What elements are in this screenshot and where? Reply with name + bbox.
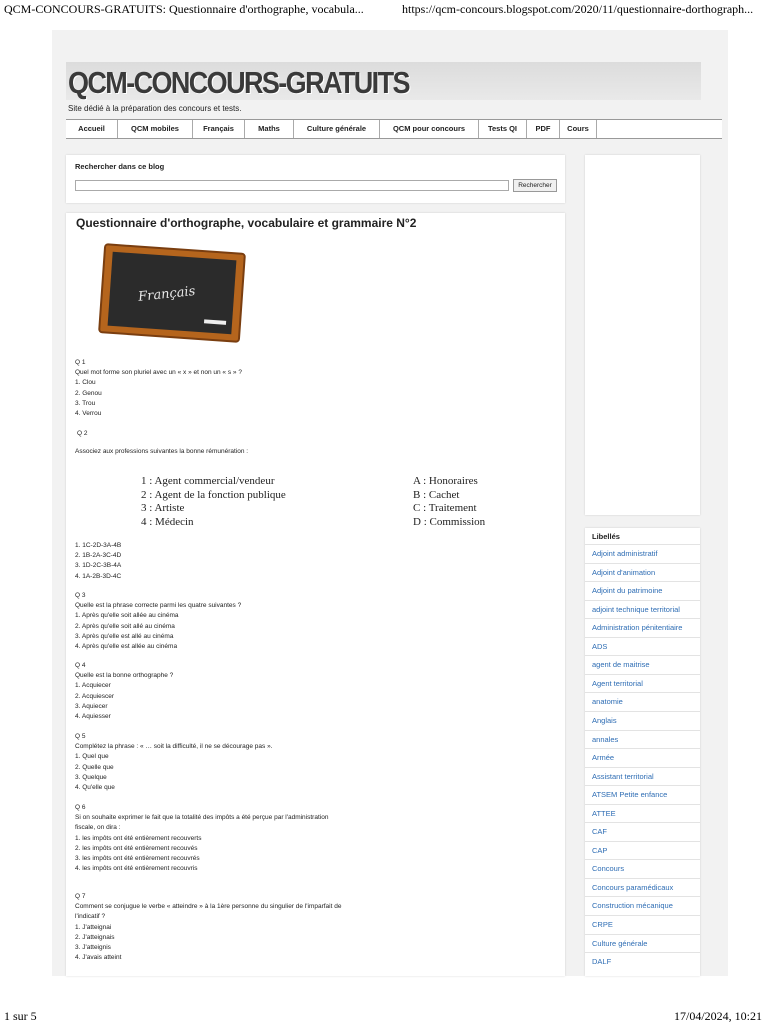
- label-link-item[interactable]: [585, 915, 700, 934]
- nav-cours[interactable]: Cours: [560, 120, 597, 138]
- label-link-item[interactable]: [585, 618, 700, 637]
- label-link[interactable]: Adjoint du patrimoine: [592, 586, 663, 596]
- post-title[interactable]: Questionnaire d'orthographe, vocabulaire et grammaire N°2: [76, 216, 417, 230]
- answer-option: 4. Qu'elle que: [75, 784, 115, 792]
- label-link-item[interactable]: [585, 785, 700, 804]
- answer-option: 4. Verrou: [75, 410, 102, 418]
- label-link-item[interactable]: [585, 878, 700, 897]
- label-link[interactable]: agent de maitrise: [592, 660, 650, 670]
- print-page-number: 1 sur 5: [4, 1009, 37, 1023]
- chalkboard-image: [96, 241, 248, 345]
- label-link[interactable]: anatomie: [592, 697, 623, 707]
- association-item: 1 : Agent commercial/vendeur: [141, 475, 275, 487]
- label-link[interactable]: Construction mécanique: [592, 901, 673, 911]
- answer-option: 1. Acquiecer: [75, 682, 111, 690]
- nav-maths[interactable]: Maths: [245, 120, 294, 138]
- label-link[interactable]: Concours: [592, 864, 625, 874]
- print-page-title: QCM-CONCOURS-GRATUITS: Questionnaire d'orthographe, vocabula...: [4, 2, 364, 16]
- answer-option: 1. les impôts ont été entièrement recouverts: [75, 834, 202, 842]
- answer-option: 3. J'atteignis: [75, 944, 111, 952]
- label-link[interactable]: Assistant territorial: [592, 771, 654, 781]
- label-link-item[interactable]: [585, 841, 700, 860]
- label-link[interactable]: ATTEE: [592, 808, 616, 818]
- label-link-item[interactable]: [585, 952, 700, 971]
- question-text: Quel mot forme son pluriel avec un « x » et non un « s » ?: [75, 369, 242, 377]
- label-link[interactable]: adjoint technique territorial: [592, 604, 680, 614]
- nav-qcm-mobiles[interactable]: QCM mobiles: [118, 120, 193, 138]
- print-datetime: 17/04/2024, 10:21: [673, 1009, 762, 1023]
- nav-accueil[interactable]: Accueil: [66, 120, 118, 138]
- association-right-column: [413, 475, 485, 529]
- label-link-item[interactable]: [585, 563, 700, 582]
- label-link-item[interactable]: [585, 637, 700, 656]
- answer-option: 3. 1D-2C-3B-4A: [75, 562, 122, 570]
- question-text: Comment se conjugue le verbe « atteindre » à la 1ère personne du singulier de l'imparfait de: [75, 903, 342, 911]
- answer-option: 2. Genou: [75, 389, 102, 397]
- answer-option: 3. Après qu'elle est allé au cinéma: [75, 632, 174, 640]
- labels-title: Libellés: [592, 532, 620, 541]
- label-link[interactable]: Adjoint d'animation: [592, 567, 656, 577]
- association-left-column: [141, 475, 286, 529]
- label-link-item[interactable]: [585, 934, 700, 953]
- label-link-item[interactable]: [585, 859, 700, 878]
- answer-option: 2. Acquiescer: [75, 692, 115, 700]
- question-2-label: Q 2: [77, 430, 88, 437]
- answer-option: 2. les impôts ont été entièrement recouvés: [75, 844, 198, 852]
- question-2-text: Associez aux professions suivantes la bonne rémunération :: [75, 448, 249, 455]
- print-footer: [0, 1009, 768, 1023]
- label-link[interactable]: ATSEM Petite enfance: [592, 790, 668, 800]
- label-link[interactable]: Culture générale: [592, 938, 648, 948]
- label-link-item[interactable]: [585, 767, 700, 786]
- label-link-item[interactable]: [585, 600, 700, 619]
- label-link-item[interactable]: [585, 655, 700, 674]
- label-link[interactable]: CAF: [592, 827, 607, 837]
- association-item: D : Commission: [413, 515, 486, 528]
- label-link[interactable]: CAP: [592, 845, 608, 855]
- label-link-item[interactable]: [585, 804, 700, 823]
- answer-option: 4. Après qu'elle est allée au cinéma: [75, 643, 178, 651]
- question-text: Quelle est la bonne orthographe ?: [75, 672, 174, 680]
- question-text: Si on souhaite exprimer le fait que la totalité des impôts a été perçue par l'administration: [75, 814, 329, 822]
- association-item: 2 : Agent de la fonction publique: [141, 488, 286, 501]
- label-link[interactable]: ADS: [592, 641, 608, 651]
- label-link[interactable]: Agent territorial: [592, 678, 643, 688]
- label-link-item[interactable]: [585, 674, 700, 693]
- question-7: [75, 892, 341, 963]
- nav-pdf[interactable]: PDF: [527, 120, 560, 138]
- print-header: [0, 2, 768, 18]
- search-title: Rechercher dans ce blog: [75, 162, 165, 171]
- chalkboard-text: Français: [137, 283, 196, 305]
- label-link[interactable]: Anglais: [592, 715, 617, 725]
- site-title[interactable]: QCM-CONCOURS-GRATUITS: [68, 66, 409, 100]
- label-link-item[interactable]: [585, 896, 700, 915]
- question-label: Q 5: [75, 733, 86, 740]
- label-link-item[interactable]: [585, 711, 700, 730]
- answer-option: 4. J'avais atteint: [75, 954, 122, 962]
- nav-francais[interactable]: Français: [193, 120, 245, 138]
- label-link-item[interactable]: [585, 748, 700, 767]
- question-4: [75, 661, 173, 722]
- labels-widget: [585, 528, 700, 976]
- association-item: C : Traitement: [413, 502, 477, 514]
- question-text: fiscale, on dira :: [75, 824, 121, 832]
- question-5: [75, 732, 273, 793]
- question-1: [75, 358, 242, 419]
- print-page-url: https://qcm-concours.blogspot.com/2020/11/questionnaire-dorthograph...: [402, 2, 754, 16]
- nav-culture-generale[interactable]: Culture générale: [294, 120, 380, 138]
- question-3: [75, 591, 241, 652]
- question-label: Q 6: [75, 804, 86, 811]
- answer-option: 1. J'atteignai: [75, 923, 112, 931]
- question-label: Q 3: [75, 592, 86, 599]
- label-link[interactable]: CRPE: [592, 920, 613, 929]
- nav-tests-qi[interactable]: Tests QI: [479, 120, 527, 138]
- association-item: 4 : Médecin: [141, 515, 194, 528]
- answer-option: 3. les impôts ont été entièrement recouvrés: [75, 855, 200, 863]
- label-link[interactable]: Armée: [592, 753, 615, 763]
- answer-option: 4. les impôts ont été entièrement recouvris: [75, 865, 198, 873]
- association-item: B : Cachet: [413, 488, 460, 501]
- label-link[interactable]: Adjoint administratif: [592, 549, 658, 558]
- association-item: 3 : Artiste: [141, 502, 185, 514]
- label-link[interactable]: Administration pénitentiaire: [592, 623, 683, 633]
- sidebar-empty-widget: [585, 155, 700, 515]
- answer-option: 1. Quel que: [75, 753, 109, 761]
- answer-option: 3. Quelque: [75, 773, 107, 781]
- answer-option: 3. Aquiecer: [75, 702, 108, 710]
- question-text: Quelle est la phrase correcte parmi les quatre suivantes ?: [75, 602, 242, 610]
- main-nav: [66, 119, 722, 139]
- label-link[interactable]: annales: [592, 734, 619, 744]
- answer-option: 3. Trou: [75, 399, 96, 407]
- answer-option: 1. Clou: [75, 379, 96, 387]
- answer-option: 4. Aquiesser: [75, 713, 111, 721]
- label-link-item[interactable]: [585, 730, 700, 749]
- question-label: Q 1: [75, 359, 86, 366]
- search-input[interactable]: [75, 180, 509, 191]
- label-link-item[interactable]: [585, 581, 700, 600]
- answer-option: 1. 1C-2D-3A-4B: [75, 542, 122, 549]
- question-label: Q 7: [75, 893, 86, 900]
- nav-qcm-pour-concours[interactable]: QCM pour concours: [380, 120, 479, 138]
- site-description: Site dédié à la préparation des concours et tests.: [68, 104, 242, 113]
- question-label: Q 4: [75, 662, 86, 669]
- search-button[interactable]: Rechercher: [513, 179, 557, 192]
- label-link-item[interactable]: [585, 544, 700, 563]
- question-6: [75, 803, 328, 874]
- label-link[interactable]: Concours paramédicaux: [592, 882, 674, 892]
- answer-option: 2. J'atteignais: [75, 933, 115, 941]
- search-widget: [66, 155, 565, 203]
- answer-option: 2. Quelle que: [75, 763, 114, 771]
- label-link[interactable]: DALF: [592, 957, 612, 967]
- question-text: Complétez la phrase : « … soit la difficulté, il ne se décourage pas ».: [75, 743, 273, 751]
- label-link-item[interactable]: [585, 822, 700, 841]
- question-text: l'indicatif ?: [75, 913, 106, 921]
- question-2-options: [75, 541, 121, 582]
- label-link-item[interactable]: [585, 692, 700, 711]
- answer-option: 2. Après qu'elle soit allé au cinéma: [75, 622, 175, 630]
- answer-option: 2. 1B-2A-3C-4D: [75, 552, 122, 560]
- association-item: A : Honoraires: [413, 475, 478, 487]
- answer-option: 1. Après qu'elle soit allée au cinéma: [75, 612, 179, 620]
- answer-option: 4. 1A-2B-3D-4C: [75, 572, 122, 580]
